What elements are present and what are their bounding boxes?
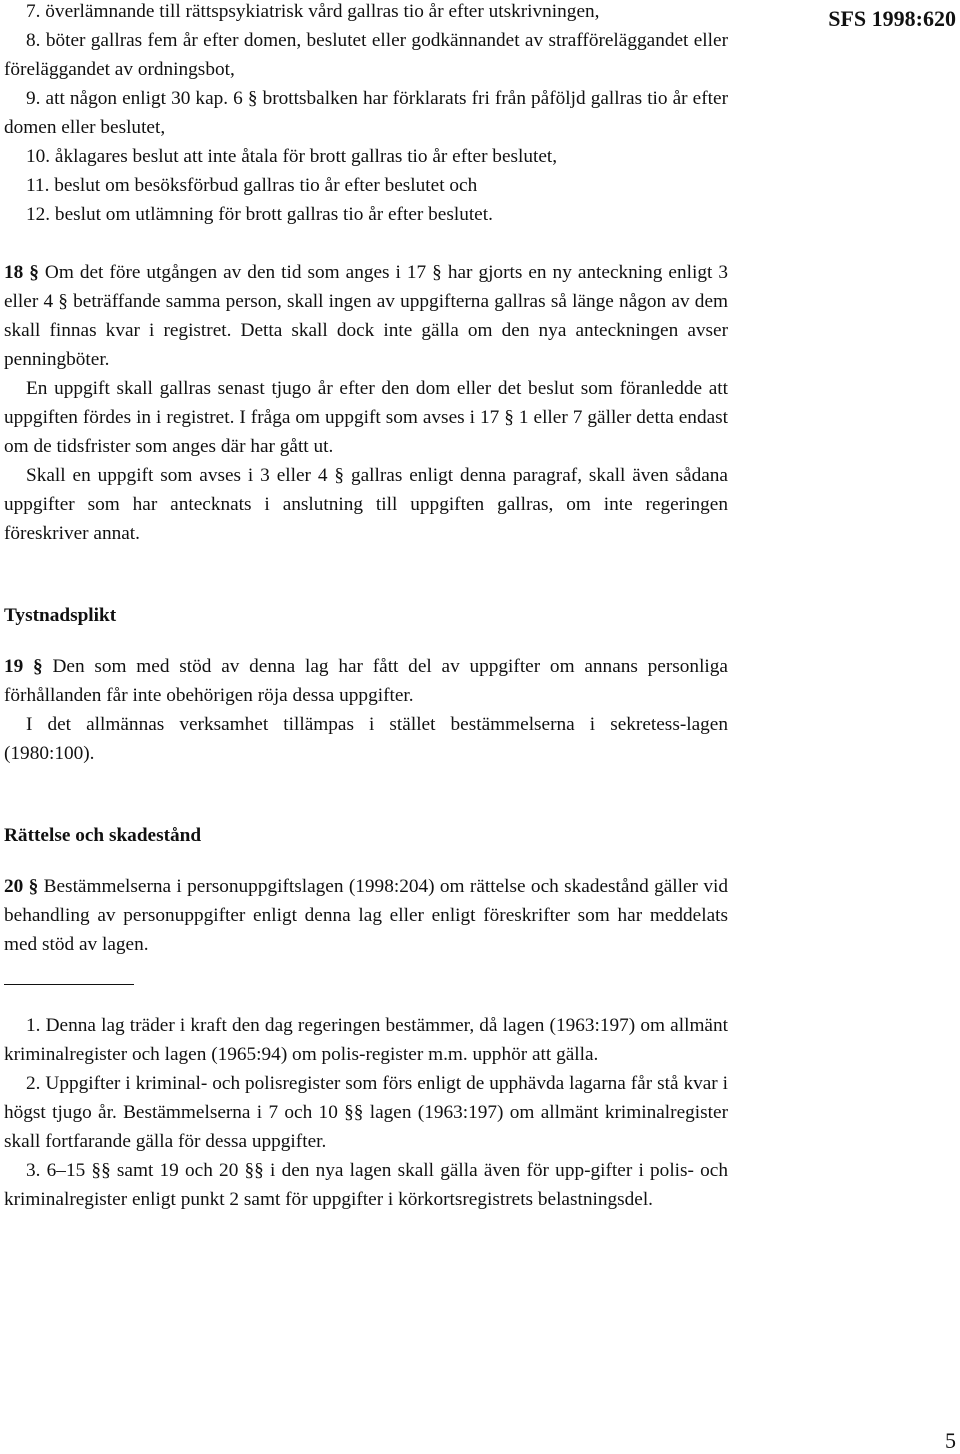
list-item-8: 8. böter gallras fem år efter domen, beslutet eller godkännandet av strafföreläggandet eller föreläggandet av ordningsbot, xyxy=(4,30,728,80)
section-20-number: 20 § xyxy=(4,876,39,897)
section-18-number: 18 § xyxy=(4,262,39,283)
section-18-paragraph-3: Skall en uppgift som avses i 3 eller 4 § gallras enligt denna paragraf, skall även sådana uppgifter som har antecknats i anslutning till uppgiften gallras, om inte regeringen föreskriver annat. xyxy=(4,465,728,544)
page-number: 5 xyxy=(945,1428,956,1453)
spacer xyxy=(4,768,728,821)
transitional-provision-1: 1. Denna lag träder i kraft den dag regeringen bestämmer, då lagen (1963:197) om allmänt kriminalregister och lagen (1965:94) om polis-register m.m. upphör att gälla. xyxy=(4,1015,728,1065)
section-19-number: 19 § xyxy=(4,656,43,677)
heading-rattelse: Rättelse och skadestånd xyxy=(4,825,202,846)
footnote-divider xyxy=(4,984,134,985)
section-20-text-1: Bestämmelserna i personuppgiftslagen (1998:204) om rättelse och skadestånd gäller vid behandling av personuppgifter enligt denna lag eller enligt föreskrifter som har meddelats med stöd av lagen. xyxy=(4,876,728,955)
spacer xyxy=(4,630,728,652)
spacer xyxy=(4,548,728,601)
section-18-paragraph-1 xyxy=(4,258,728,374)
spacer xyxy=(4,229,728,258)
heading-tystnadsplikt: Tystnadsplikt xyxy=(4,605,117,626)
section-20-paragraph-1 xyxy=(4,872,728,959)
sfs-number: SFS 1998:620 xyxy=(828,6,956,31)
spacer xyxy=(4,850,728,872)
section-19-paragraph-2: I det allmännas verksamhet tillämpas i stället bestämmelserna i sekretess-lagen (1980:100). xyxy=(4,714,728,764)
list-item-9: 9. att någon enligt 30 kap. 6 § brottsbalken har förklarats fri från påföljd gallras tio år efter domen eller beslutet, xyxy=(4,88,728,138)
list-item-10: 10. åklagares beslut att inte åtala för brott gallras tio år efter beslutet, xyxy=(26,146,558,167)
main-text xyxy=(4,0,728,1214)
section-18-text-1: Om det före utgången av den tid som anges i 17 § har gjorts en ny anteckning enligt 3 eller 4 § beträffande samma person, skall ingen av uppgifterna gallras så länge någon av dem skall finnas kvar i registret. Detta skall dock inte gälla om den nya anteckningen avser penningböter. xyxy=(4,262,728,370)
section-19-paragraph-1 xyxy=(4,652,728,710)
list-item-12: 12. beslut om utlämning för brott gallras tio år efter beslutet. xyxy=(26,204,493,225)
section-19-text-1: Den som med stöd av denna lag har fått del av uppgifter om annans personliga förhållanden får inte obehörigen röja dessa uppgifter. xyxy=(4,656,728,706)
list-item-7: 7. överlämnande till rättspsykiatrisk vård gallras tio år efter utskrivningen, xyxy=(26,1,600,22)
section-18-paragraph-2: En uppgift skall gallras senast tjugo år efter den dom eller det beslut som föranledde att uppgiften fördes in i registret. I fråga om uppgift som avses i 17 § 1 eller 7 gäller detta endast om de tidsfrister som anges där har gått ut. xyxy=(4,378,728,457)
transitional-provision-2: 2. Uppgifter i kriminal- och polisregister som förs enligt de upphävda lagarna får stå kvar i högst tjugo år. Bestämmelserna i 7 och 10 §§ lagen (1963:197) om allmänt kriminalregister skall fortfarande gälla för dessa uppgifter. xyxy=(4,1073,728,1152)
list-item-11: 11. beslut om besöksförbud gallras tio år efter beslutet och xyxy=(26,175,478,196)
transitional-provision-3: 3. 6–15 §§ samt 19 och 20 §§ i den nya lagen skall gälla även för upp-gifter i polis- och kriminalregister enligt punkt 2 samt för uppgifter i körkortsregistrets belastningsdel. xyxy=(4,1160,728,1210)
